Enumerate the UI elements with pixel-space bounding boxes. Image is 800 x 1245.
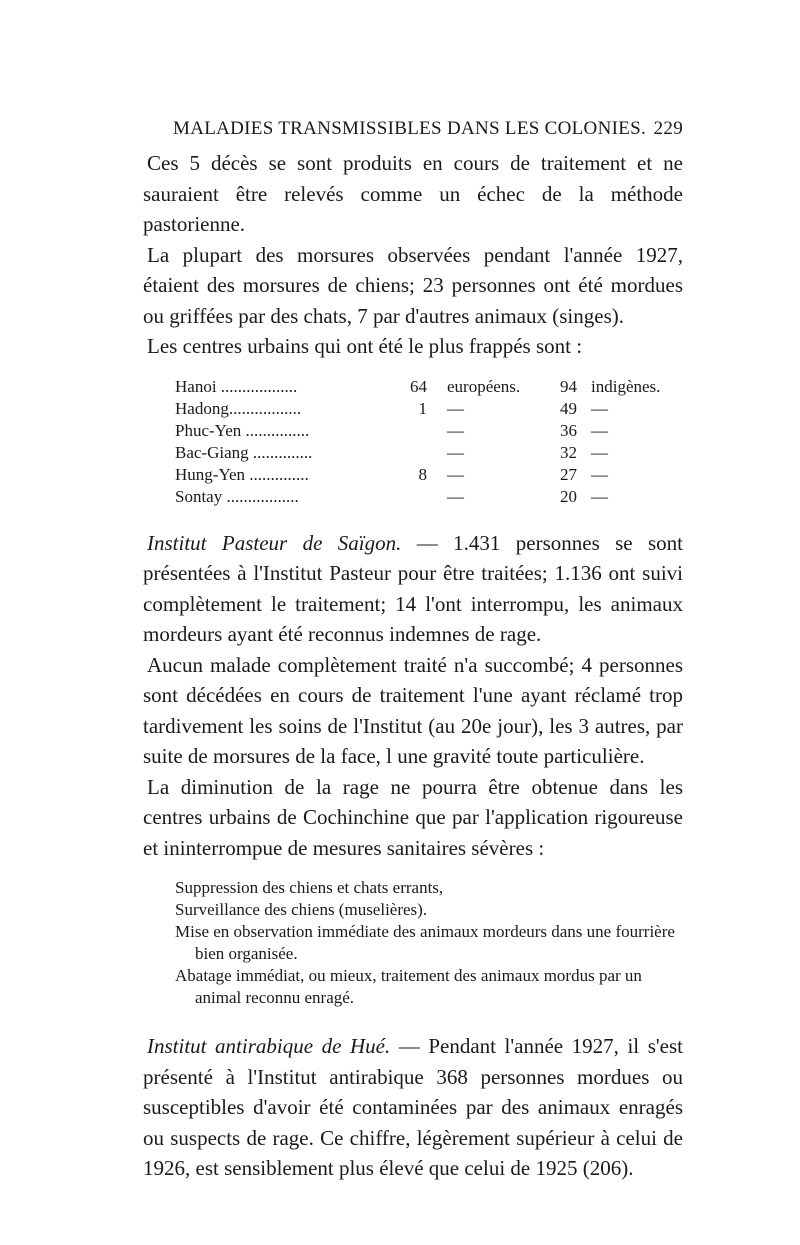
- paragraph-deces: Ces 5 décès se sont produits en cours de traitement et ne sauraient être relevés comme un échec de la méthode pastorienne.: [143, 151, 683, 236]
- list-item: Mise en observation immédiate des animaux mordeurs dans une fourrière bien organisée.: [175, 922, 675, 963]
- list-item: Abatage immédiat, ou mieux, traitement des animaux mordus par un animal reconnu enragé.: [175, 966, 642, 1007]
- native-label: —: [591, 398, 608, 418]
- european-count: [405, 486, 427, 508]
- table-row: [175, 398, 683, 420]
- european-label: —: [447, 486, 464, 506]
- paragraph-hue: [143, 1031, 683, 1184]
- native-label: indigènes.: [591, 376, 661, 396]
- city-name: Hanoi ..................: [175, 376, 298, 396]
- paragraph-saigon: [143, 528, 683, 650]
- paragraph-morsures: La plupart des morsures observées pendant l'année 1927, étaient des morsures de chiens; 23 personnes ont été mordues ou griffées par des chats, 7 par d'autres animaux (singes).: [143, 242, 683, 328]
- european-count: 1: [418, 398, 427, 418]
- city-name: Hadong.................: [175, 398, 302, 418]
- document-page: [143, 118, 683, 1184]
- native-count: 20: [560, 486, 577, 506]
- native-label: —: [591, 420, 608, 440]
- table-row: [175, 464, 683, 486]
- city-name: Bac-Giang ..............: [175, 442, 313, 462]
- european-count: [405, 420, 427, 442]
- cities-table: [175, 376, 683, 508]
- paragraph-centres: Les centres urbains qui ont été le plus frappés sont :: [147, 334, 583, 358]
- hue-text: — Pendant l'année 1927, il s'est présenté à l'Institut antirabique 368 personnes mordues ou susceptibles d'avoir été contaminées par des animaux enragés ou suspects de rage. Ce chiffre, légèrement supérieur à celui de 1926, est sensiblement plus élevé que celui de 1925 (206).: [143, 1034, 683, 1180]
- table-row: [175, 442, 683, 464]
- native-count: 94: [560, 376, 577, 396]
- european-count: [405, 442, 427, 464]
- saigon-text: — 1.431 personnes se sont présentées à l'Institut Pasteur pour être traitées; 1.136 ont suivi complètement le traitement; 14 l'ont interrompu, les animaux mordeurs ayant été reconnus indemnes de rage.: [143, 530, 683, 646]
- european-label: —: [447, 464, 464, 484]
- native-count: 27: [560, 464, 577, 484]
- table-row: [175, 376, 683, 398]
- european-count: 64: [410, 376, 427, 396]
- european-label: européens.: [447, 376, 521, 396]
- measures-list: [175, 877, 683, 1009]
- list-item: Suppression des chiens et chats errants,: [175, 878, 444, 897]
- saigon-heading: Institut Pasteur de Saïgon.: [147, 530, 402, 555]
- native-count: 36: [560, 420, 577, 440]
- header-title: MALADIES TRANSMISSIBLES DANS LES COLONIES.: [173, 118, 647, 139]
- list-item: Surveillance des chiens (muselières).: [175, 900, 428, 919]
- city-name: Phuc-Yen ...............: [175, 420, 310, 440]
- native-label: —: [591, 464, 608, 484]
- european-label: —: [447, 420, 464, 440]
- european-count: 8: [418, 464, 427, 484]
- running-header: [143, 118, 683, 140]
- european-label: —: [447, 442, 464, 462]
- hue-heading: Institut antirabique de Hué.: [147, 1034, 391, 1058]
- native-label: —: [591, 486, 608, 506]
- city-name: Hung-Yen ..............: [175, 464, 309, 484]
- table-row: [175, 486, 683, 508]
- native-label: —: [591, 442, 608, 462]
- paragraph-mesures: La diminution de la rage ne pourra être obtenue dans les centres urbains de Cochinchine que par l'application rigoureuse et ininterrompue de mesures sanitaires sévères :: [143, 774, 683, 860]
- european-label: —: [447, 398, 464, 418]
- paragraph-deces-saigon: Aucun malade complètement traité n'a succombé; 4 personnes sont décédées en cours de traitement l'une ayant réclamé trop tardivement les soins de l'Institut (au 20e jour), les 3 autres, par suite de morsures de la face, l une gravité toute particulière.: [143, 652, 683, 768]
- native-count: 32: [560, 442, 577, 462]
- city-name: Sontay .................: [175, 486, 299, 506]
- native-count: 49: [560, 398, 577, 418]
- table-row: [175, 420, 683, 442]
- page-number: 229: [653, 118, 683, 139]
